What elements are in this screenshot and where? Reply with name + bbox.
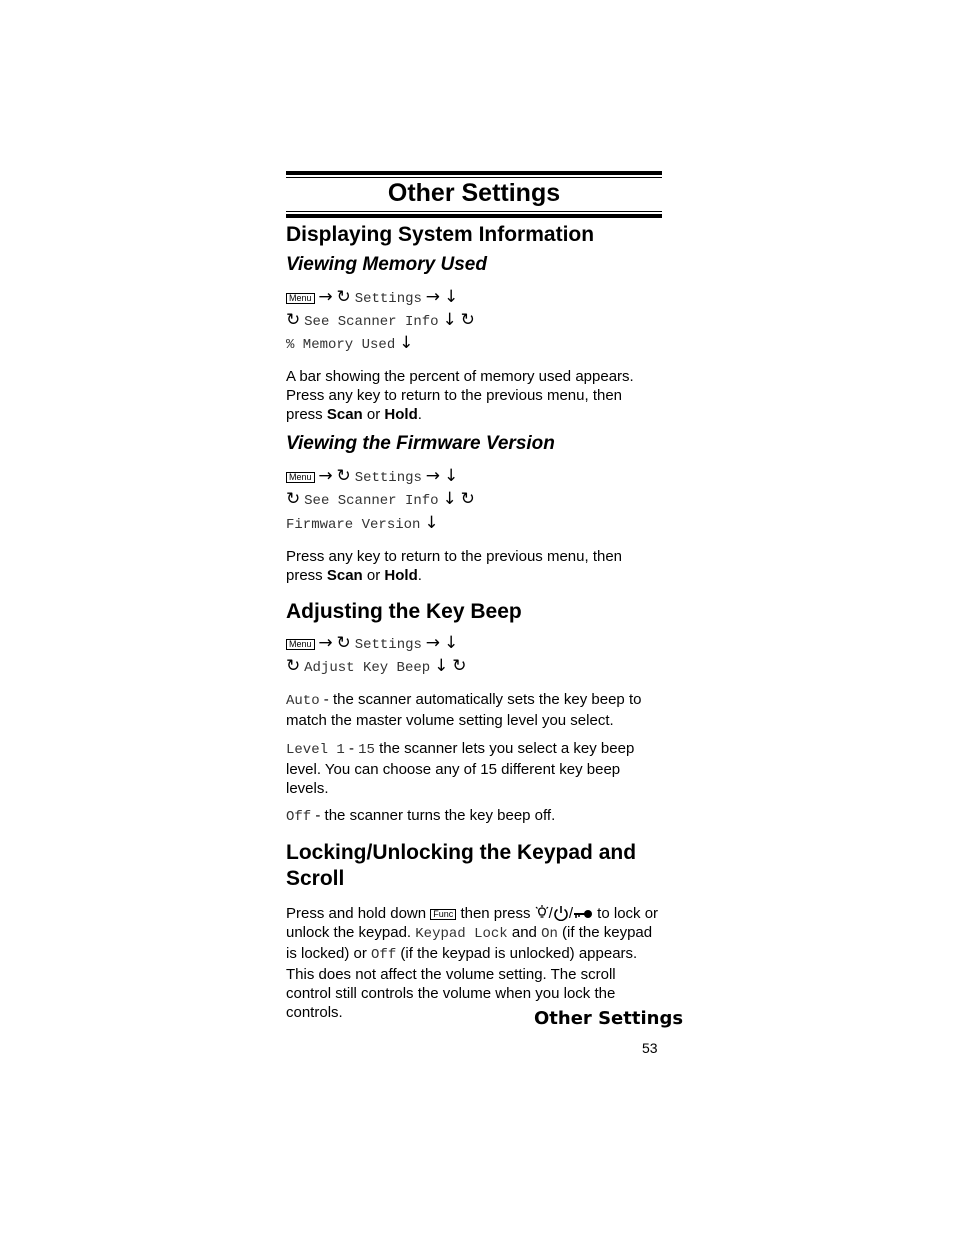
down-arrow-icon: ↓ (434, 656, 449, 676)
title-rule-bottom-thick (286, 214, 662, 218)
down-arrow-icon: ↓ (443, 633, 459, 653)
key-sequence-firmware (286, 465, 458, 490)
menu-key: Menu (286, 472, 315, 483)
key-sequence-firmware-line2 (286, 488, 475, 513)
option-level (286, 739, 662, 798)
level-term-a: Level 1 (286, 742, 345, 758)
section-heading-system-info: Displaying System Information (286, 223, 595, 246)
down-arrow-icon: ↓ (442, 310, 457, 330)
light-bulb-icon (535, 905, 549, 921)
on-term: On (541, 926, 558, 942)
right-arrow-icon: → (425, 633, 441, 653)
title-rule-bottom-thin (286, 211, 662, 212)
option-auto (286, 690, 662, 730)
down-arrow-icon: ↓ (442, 489, 457, 509)
menu-key: Menu (286, 639, 315, 650)
memory-desc-text: A bar showing the percent of memory used appears. Press any key to return to the previous menu, then press (286, 368, 634, 423)
firmware-description (286, 547, 662, 585)
kl-text-b: then press (456, 905, 535, 922)
scroll-control-icon: ↻ (336, 287, 351, 307)
title-rule-top-thick (286, 171, 662, 175)
down-arrow-icon: ↓ (443, 287, 459, 307)
kl-text-a: Press and hold down (286, 905, 431, 922)
kl-text-c: to lock or unlock the keypad. (286, 905, 659, 941)
scroll-control-icon: ↻ (286, 489, 301, 509)
or-text: or (362, 567, 385, 584)
keypad-lock-description (286, 904, 662, 1022)
menu-item-settings: Settings (354, 470, 422, 486)
scroll-control-icon: ↻ (286, 310, 301, 330)
hold-label: Hold (384, 406, 418, 423)
section-heading-keypad-lock: Locking/Unlocking the Keypad and Scroll (286, 841, 637, 890)
power-icon (553, 905, 569, 921)
kl-and: and (507, 924, 542, 941)
hold-label: Hold (384, 567, 418, 584)
menu-key: Menu (286, 293, 315, 304)
menu-item-firmware-version: Firmware Version (286, 517, 421, 533)
kl-slash-2: / (568, 905, 574, 922)
scroll-control-icon: ↻ (460, 489, 475, 509)
off-term: Off (371, 947, 397, 963)
off-term: Off (286, 809, 312, 825)
firmware-desc-text: Press any key to return to the previous menu, then press (286, 548, 623, 584)
menu-item-see-scanner-info: See Scanner Info (304, 314, 439, 330)
kl-text-e: (if the keypad is unlocked) appears. This does not affect the volume setting. The scroll control still controls the volume when you lock the controls. (286, 945, 638, 1021)
kl-text-d: (if the keypad is locked) or (286, 924, 653, 962)
key-sequence-memory-line3 (286, 332, 413, 357)
auto-desc: - the scanner automatically sets the key beep to match the master volume setting level you select. (286, 691, 642, 729)
option-off (286, 806, 662, 827)
section-heading-key-beep: Adjusting the Key Beep (286, 600, 522, 623)
down-arrow-icon: ↓ (424, 513, 439, 533)
menu-item-see-scanner-info: See Scanner Info (304, 493, 439, 509)
scroll-control-icon: ↻ (286, 656, 301, 676)
right-arrow-icon: → (318, 466, 333, 486)
key-sequence-key-beep-line2 (286, 655, 466, 680)
key-lock-icon (573, 907, 593, 921)
scan-label: Scan (326, 406, 363, 423)
auto-term: Auto (286, 693, 320, 709)
scroll-control-icon: ↻ (336, 633, 351, 653)
menu-item-memory-used: % Memory Used (286, 337, 396, 353)
page-number: 53 (642, 1040, 658, 1056)
right-arrow-icon: → (425, 466, 441, 486)
menu-item-settings: Settings (354, 291, 422, 307)
menu-item-adjust-key-beep: Adjust Key Beep (304, 660, 431, 676)
key-sequence-memory (286, 286, 458, 311)
scroll-control-icon: ↻ (336, 466, 351, 486)
down-arrow-icon: ↓ (443, 466, 459, 486)
down-arrow-icon: ↓ (399, 333, 414, 353)
right-arrow-icon: → (318, 633, 333, 653)
or-text: or (362, 406, 385, 423)
keypad-lock-term: Keypad Lock (415, 926, 508, 942)
right-arrow-icon: → (318, 287, 333, 307)
right-arrow-icon: → (425, 287, 441, 307)
key-sequence-firmware-line3 (286, 512, 439, 537)
menu-item-settings: Settings (354, 637, 422, 653)
footer-section-name: Other Settings (534, 1008, 684, 1029)
level-term-b: 15 (358, 742, 375, 758)
level-dash: - (344, 740, 359, 757)
scan-label: Scan (326, 567, 363, 584)
func-key: Func (430, 909, 456, 920)
kl-slash: / (548, 905, 553, 922)
key-sequence-key-beep (286, 632, 458, 657)
key-sequence-memory-line2 (286, 309, 475, 334)
level-desc: the scanner lets you select a key beep level. You can choose any of 15 different key beep levels. (286, 740, 635, 797)
period: . (417, 406, 422, 423)
period: . (417, 567, 422, 584)
off-desc: - the scanner turns the key beep off. (311, 807, 556, 824)
page-title: Other Settings (387, 179, 561, 207)
scroll-control-icon: ↻ (460, 310, 475, 330)
scroll-control-icon: ↻ (452, 656, 467, 676)
subheading-memory-used: Viewing Memory Used (286, 254, 487, 275)
subheading-firmware: Viewing the Firmware Version (286, 433, 555, 454)
memory-description (286, 367, 662, 424)
